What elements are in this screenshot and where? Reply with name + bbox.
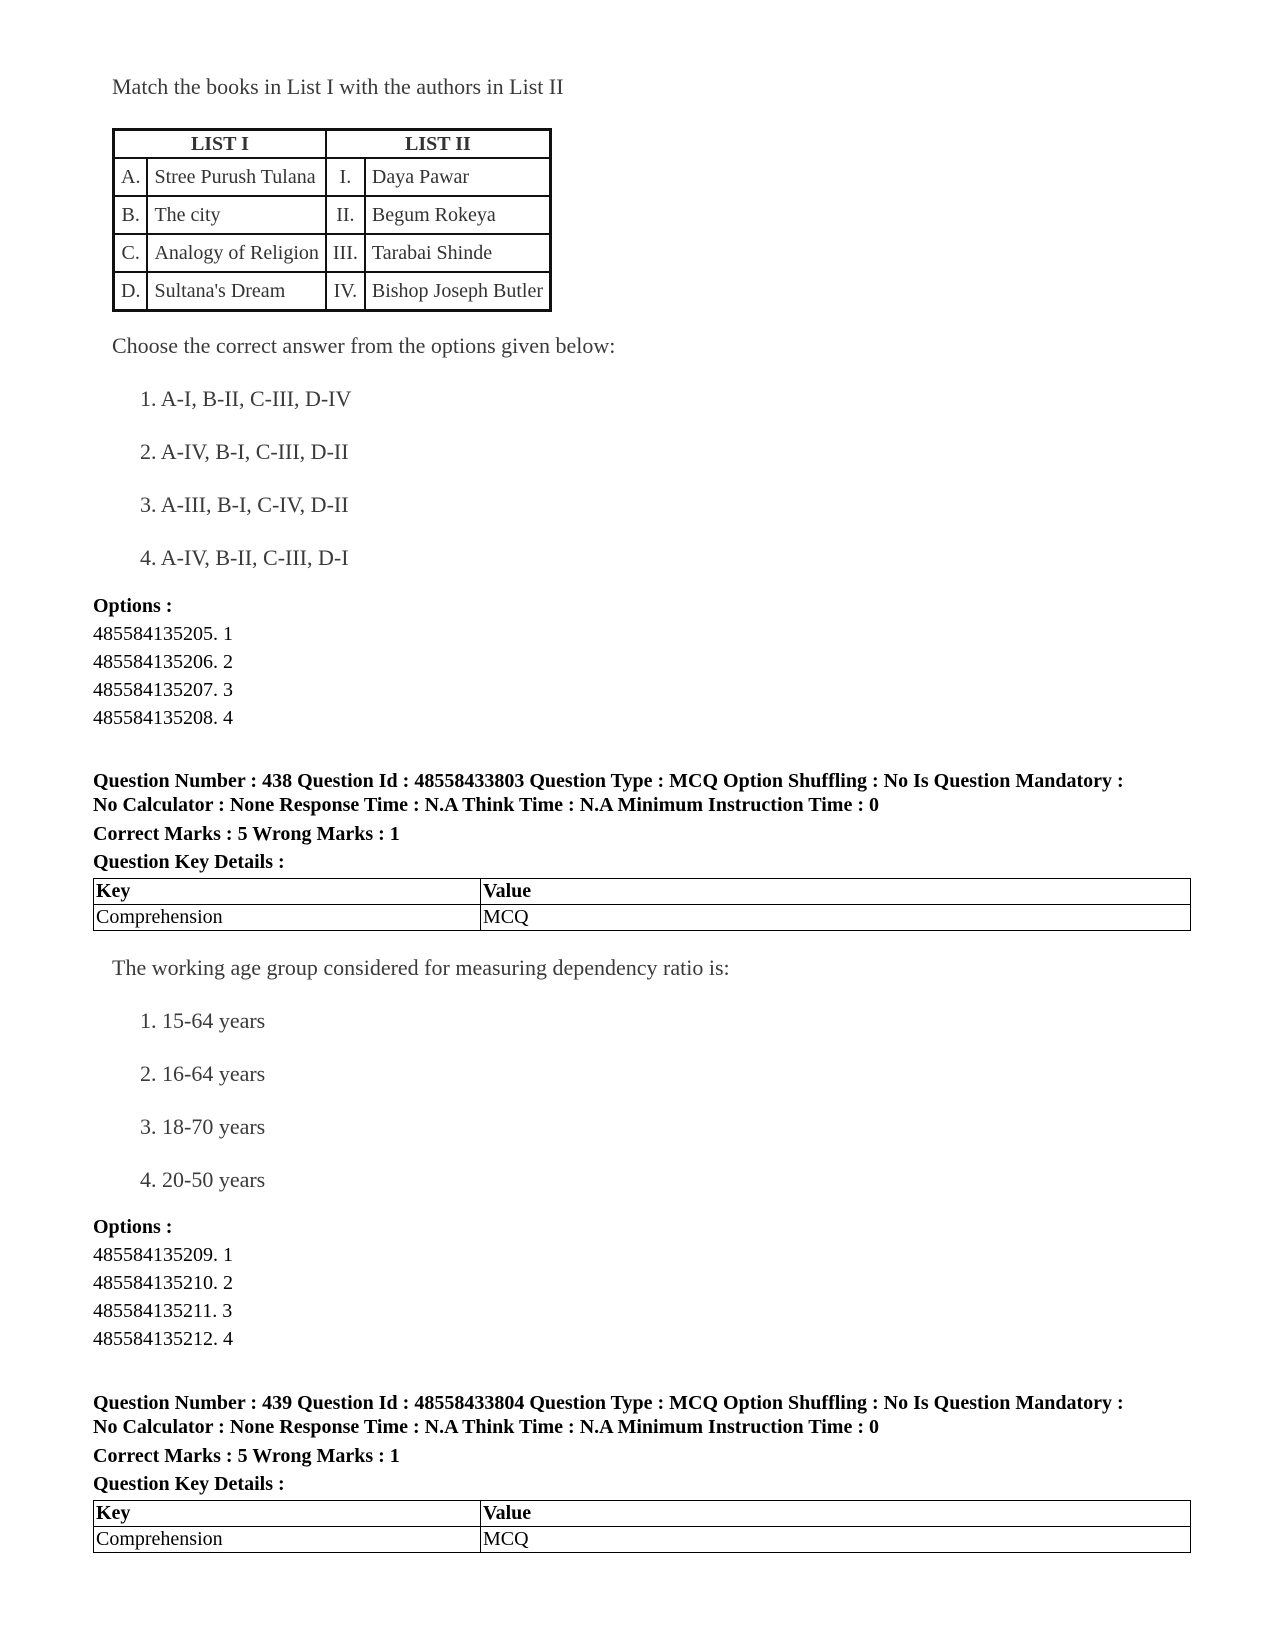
q1-instruction: Choose the correct answer from the options given below: <box>112 333 616 358</box>
key-header: Key <box>94 879 481 905</box>
key-cell: Comprehension <box>94 1527 481 1553</box>
row-numeral: II. <box>326 196 365 234</box>
row-numeral: I. <box>326 158 365 196</box>
author-name: Tarabai Shinde <box>365 234 551 272</box>
author-name: Begum Rokeya <box>365 196 551 234</box>
book-title: Sultana's Dream <box>147 272 325 311</box>
q1-choice: 4. A-IV, B-II, C-III, D-I <box>140 545 349 570</box>
option-id: 485584135206. 2 <box>93 651 233 673</box>
question-header-line1: Question Number : 438 Question Id : 48558433803 Question Type : MCQ Option Shuffling : No Is Question Mandatory : <box>93 770 1124 792</box>
option-id: 485584135205. 1 <box>93 623 233 645</box>
value-header: Value <box>481 879 1191 905</box>
q2-choice: 3. 18-70 years <box>140 1114 266 1139</box>
list1-header: LIST I <box>114 130 326 159</box>
option-id: 485584135210. 2 <box>93 1272 233 1294</box>
key-header: Key <box>94 1501 481 1527</box>
option-id: 485584135212. 4 <box>93 1328 233 1350</box>
author-name: Bishop Joseph Butler <box>365 272 551 311</box>
option-id: 485584135207. 3 <box>93 679 233 701</box>
value-cell: MCQ <box>481 905 1191 931</box>
table-row <box>114 196 551 234</box>
q2-prompt: The working age group considered for measuring dependency ratio is: <box>112 955 730 980</box>
q2-choice: 4. 20-50 years <box>140 1167 266 1192</box>
question-header-line1: Question Number : 439 Question Id : 48558433804 Question Type : MCQ Option Shuffling : No Is Question Mandatory : <box>93 1392 1124 1414</box>
q1-prompt: Match the books in List I with the authors in List II <box>112 74 564 99</box>
value-header: Value <box>481 1501 1191 1527</box>
key-value-table <box>93 1500 1191 1553</box>
q1-choice: 2. A-IV, B-I, C-III, D-II <box>140 439 349 464</box>
list2-header: LIST II <box>326 130 551 159</box>
row-numeral: IV. <box>326 272 365 311</box>
option-id: 485584135208. 4 <box>93 707 233 729</box>
question-key-details: Question Key Details : <box>93 851 285 873</box>
table-row <box>114 272 551 311</box>
key-value-table <box>93 878 1191 931</box>
question-header-line2: No Calculator : None Response Time : N.A Think Time : N.A Minimum Instruction Time : 0 <box>93 1416 879 1438</box>
key-cell: Comprehension <box>94 905 481 931</box>
option-id: 485584135211. 3 <box>93 1300 233 1322</box>
book-title: The city <box>147 196 325 234</box>
book-title: Stree Purush Tulana <box>147 158 325 196</box>
author-name: Daya Pawar <box>365 158 551 196</box>
row-letter: C. <box>114 234 148 272</box>
options-label: Options : <box>93 1216 173 1238</box>
q1-choice: 3. A-III, B-I, C-IV, D-II <box>140 492 349 517</box>
question-marks: Correct Marks : 5 Wrong Marks : 1 <box>93 823 400 845</box>
table-row <box>114 158 551 196</box>
row-letter: A. <box>114 158 148 196</box>
match-table <box>112 128 552 312</box>
row-letter: B. <box>114 196 148 234</box>
question-key-details: Question Key Details : <box>93 1473 285 1495</box>
q2-choice: 2. 16-64 years <box>140 1061 266 1086</box>
row-letter: D. <box>114 272 148 311</box>
options-label: Options : <box>93 595 173 617</box>
question-marks: Correct Marks : 5 Wrong Marks : 1 <box>93 1445 400 1467</box>
q1-choice: 1. A-I, B-II, C-III, D-IV <box>140 386 352 411</box>
row-numeral: III. <box>326 234 365 272</box>
value-cell: MCQ <box>481 1527 1191 1553</box>
question-header-line2: No Calculator : None Response Time : N.A Think Time : N.A Minimum Instruction Time : 0 <box>93 794 879 816</box>
q2-choice: 1. 15-64 years <box>140 1008 266 1033</box>
book-title: Analogy of Religion <box>147 234 325 272</box>
table-row <box>114 234 551 272</box>
option-id: 485584135209. 1 <box>93 1244 233 1266</box>
